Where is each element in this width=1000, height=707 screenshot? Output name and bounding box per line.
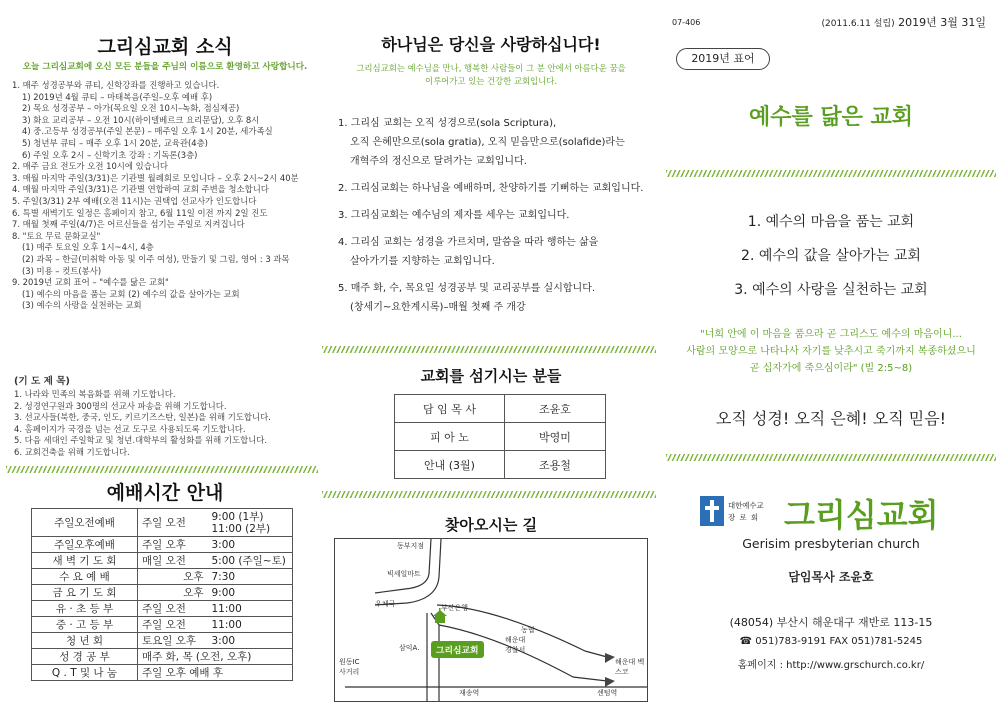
table-row <box>395 423 606 451</box>
news-item: (1) 예수의 마음을 품는 교회 (2) 예수의 값을 살아가는 교회 <box>22 288 240 299</box>
map-roads <box>335 539 647 701</box>
divider <box>322 346 656 353</box>
staff-role: 안내 (3월) <box>395 451 505 479</box>
table-row <box>32 537 293 553</box>
denomination-line: 장 로 회 <box>728 513 760 522</box>
motto-items <box>662 205 1000 307</box>
love-title: 하나님은 당신을 사랑하십니다! <box>381 35 601 54</box>
news-item: 8. "토요 무료 문화교실" <box>12 230 101 241</box>
prayer-item: 2. 성경연구원과 300명의 선교사 파송을 위해 기도합니다. <box>14 400 227 411</box>
map-label: 농협 <box>521 626 535 634</box>
staff-table <box>394 394 606 479</box>
worship-time-text: 11:00 <box>211 602 242 615</box>
worship-time <box>208 569 293 585</box>
prayer-item: 4. 홈페이지가 국경을 넘는 선교 도구로 사용되도록 기도합니다. <box>14 423 246 434</box>
love-point <box>338 279 656 317</box>
prayer-item: 6. 교회건축을 위해 기도합니다. <box>14 446 130 457</box>
worship-time-text: 9:00 <box>211 586 236 599</box>
worship-time <box>208 509 293 537</box>
worship-time <box>208 553 293 569</box>
news-item: 3) 화요 교리공부 – 오전 10시(하이델베르크 요리문답), 오후 8시 <box>22 114 260 125</box>
slogan: 오직 성경! 오직 은혜! 오직 믿음! <box>715 409 947 428</box>
love-point-line: 오직 은혜만으로(sola gratia), 오직 믿음만으로(solafide)라는 <box>350 137 625 148</box>
worship-title: 예배시간 안내 <box>106 482 224 504</box>
worship-when: 주일 오전 <box>138 509 208 537</box>
divider <box>666 170 996 177</box>
love-column <box>322 0 660 707</box>
staff-title: 교회를 섬기시는 분들 <box>420 367 562 385</box>
worship-name: 주일오전예배 <box>32 509 138 537</box>
doc-code: 07-406 <box>672 18 701 27</box>
motto-item: 1. 예수의 마음을 품는 교회 <box>747 214 915 230</box>
love-point <box>338 206 656 225</box>
news-item: 1) 2019년 4월 큐티 – 마태복음(주일–오후 예배 후) <box>22 91 213 102</box>
worship-name: 중 · 고 등 부 <box>32 617 138 633</box>
pastor: 담임목사 조윤호 <box>788 570 874 584</box>
map-label: 빅세일마트 <box>387 570 421 578</box>
news-item: 6. 특별 새벽기도 일정은 홈페이지 참고, 6월 11일 이전 까지 2일 진도 <box>12 207 268 218</box>
divider <box>6 466 318 473</box>
worship-time <box>208 585 293 601</box>
staff-role: 담 임 목 사 <box>395 395 505 423</box>
news-item: (3) 미용 – 컷트(봉사) <box>22 265 102 276</box>
verse-line: 곧 십자가에 죽으심이라" (빌 2:5~8) <box>749 363 913 374</box>
founded: (2011.6.11 설립) <box>821 19 895 29</box>
prayer-title: (기 도 제 목) <box>14 376 70 387</box>
divider <box>322 491 656 498</box>
address: (48054) 부산시 해운대구 재반로 113-15 <box>729 616 933 629</box>
map-label: 부산은행 <box>441 604 469 612</box>
love-point <box>338 179 656 198</box>
news-item: 2) 목요 성경공부 – 아가(목요일 오전 10시–녹화, 점심제공) <box>22 103 240 114</box>
love-point-line: 5. 매주 화, 수, 목요일 성경공부 및 교리공부를 실시합니다. <box>338 283 596 294</box>
news-item: 4) 중.고등부 성경공부(주일 본문) – 매주일 오후 1시 20분, 세가족실 <box>22 126 273 137</box>
news-item: 1. 매주 성경공부와 큐티, 신학강좌를 진행하고 있습니다. <box>12 80 220 90</box>
worship-when: 매주 화, 목 (오전, 오후) <box>138 649 293 665</box>
motto-item: 3. 예수의 사랑을 실천하는 교회 <box>734 282 928 298</box>
love-point-line: 1. 그리심 교회는 오직 성경으로(sola Scriptura), <box>338 118 557 129</box>
denomination-line: 대한예수교 <box>728 501 764 510</box>
welcome-text: 오늘 그리심교회에 오신 모든 분들을 주님의 이름으로 환영하고 사랑합니다. <box>22 62 308 72</box>
worship-name: 수 요 예 배 <box>32 569 138 585</box>
table-row <box>32 649 293 665</box>
news-item: (3) 예수의 사랑을 실천하는 교회 <box>22 300 142 311</box>
worship-time-text: 5:00 (주일~토) <box>211 554 286 567</box>
news-item: 9. 2019년 교회 표어 – "예수를 닮은 교회" <box>12 277 169 288</box>
verse-line: "너희 안에 이 마음을 품으라 곧 그리스도 예수의 마음이니... <box>700 329 962 340</box>
news-item: 6) 주일 오후 2시 – 신학기초 강좌 : 기독론(3층) <box>22 149 198 160</box>
worship-time-text: 11:00 <box>211 618 242 631</box>
worship-when: 주일 오후 <box>138 537 208 553</box>
worship-when: 토요일 오후 <box>138 633 208 649</box>
love-intro-line: 이루어가고 있는 건강한 교회입니다. <box>424 76 557 86</box>
cross-logo-icon <box>700 496 724 526</box>
motto-item: 2. 예수의 값을 살아가는 교회 <box>741 248 921 264</box>
worship-when: 오후 <box>138 569 208 585</box>
map-label: 동부지점 <box>397 542 425 550</box>
bulletin-date: 2019년 3월 31일 <box>898 16 986 29</box>
love-point-line: 4. 그리심 교회는 성경을 가르치며, 말씀을 따라 행하는 삶을 <box>338 237 599 248</box>
news-list <box>12 80 322 312</box>
map-title: 찾아오시는 길 <box>444 516 538 534</box>
worship-time <box>208 617 293 633</box>
staff-name: 조윤호 <box>505 395 606 423</box>
worship-name: 새 벽 기 도 회 <box>32 553 138 569</box>
worship-when: 오후 <box>138 585 208 601</box>
table-row <box>32 553 293 569</box>
map-label: 해운대 벡스코 <box>615 658 645 676</box>
worship-time-text: 3:00 <box>211 634 236 647</box>
table-row <box>32 665 293 681</box>
staff-name: 조용철 <box>505 451 606 479</box>
worship-time-text: 11:00 (2부) <box>211 522 271 535</box>
phone: ☎ 051)783-9191 FAX 051)781-5245 <box>739 636 923 647</box>
map-label: 삼익A. <box>399 644 420 652</box>
worship-name: 유 · 초 등 부 <box>32 601 138 617</box>
divider <box>666 454 996 461</box>
love-point-line: (창세기~요한계시록)–매월 첫째 주 개강 <box>350 302 526 313</box>
map-label: 재송역 <box>459 689 480 697</box>
worship-when: 주일 오전 <box>138 617 208 633</box>
motto-label: 2019년 표어 <box>676 48 770 70</box>
table-row <box>32 509 293 537</box>
love-point-line: 개혁주의 정신으로 달려가는 교회입니다. <box>350 156 527 167</box>
worship-name: 금 요 기 도 회 <box>32 585 138 601</box>
verse-line: 사람의 모양으로 나타나사 자기를 낮추시고 죽기까지 복종하셨으니 <box>686 346 976 357</box>
church-marker: 그리심교회 <box>431 641 484 658</box>
worship-when: 매일 오전 <box>138 553 208 569</box>
news-title: 그리심교회 소식 <box>97 36 233 58</box>
worship-time <box>208 633 293 649</box>
worship-when: 주일 오전 <box>138 601 208 617</box>
denomination <box>728 500 764 524</box>
love-point-line: 2. 그리심교회는 하나님을 예배하며, 찬양하기를 기뻐하는 교회입니다. <box>338 183 644 194</box>
prayer-list <box>14 389 320 459</box>
prayer-item: 3. 선교사들(북한, 중국, 인도, 키르기즈스탄, 일본)을 위해 기도합니다. <box>14 412 271 423</box>
worship-name: 주일오후예배 <box>32 537 138 553</box>
map-label: 센텀역 <box>597 689 618 697</box>
worship-time-text: 7:30 <box>211 570 236 583</box>
news-item: 5. 주일(3/31) 2부 예배(오전 11시)는 권택업 선교사가 인도합니다 <box>12 195 257 206</box>
news-item: (1) 매주 토요일 오후 1시~4시, 4층 <box>22 242 154 253</box>
news-item: 3. 매월 마지막 주일(3/31)은 기관별 월례회로 모입니다 – 오후 2시~2시 40분 <box>12 172 299 183</box>
worship-name: 청 년 회 <box>32 633 138 649</box>
map-label: 우체국 <box>375 600 396 608</box>
map-label: 원동IC 사거리 <box>339 658 360 676</box>
staff-role: 피 아 노 <box>395 423 505 451</box>
church-name: 그리심교회 <box>784 496 939 534</box>
staff-name: 박영미 <box>505 423 606 451</box>
worship-time <box>208 601 293 617</box>
love-points <box>338 114 656 325</box>
table-row <box>32 633 293 649</box>
table-row <box>395 395 606 423</box>
table-row <box>32 585 293 601</box>
love-intro <box>322 62 660 88</box>
bible-verse <box>662 326 1000 377</box>
news-item: 5) 청년부 큐티 – 매주 오후 1시 20분, 교육관(4층) <box>22 137 208 148</box>
love-point-line: 살아가기를 지향하는 교회입니다. <box>350 256 495 267</box>
news-item: 2. 매주 금요 전도가 오전 10시에 있습니다 <box>12 161 168 172</box>
love-point-line: 3. 그리심교회는 예수님의 제자를 세우는 교회입니다. <box>338 210 570 221</box>
love-intro-line: 그리심교회는 예수님을 만나, 행복한 사람들이 그 분 안에서 아름다운 꿈을 <box>356 63 626 73</box>
prayer-item: 5. 다음 세대인 주일학교 및 청년.대학부의 활성화를 위해 기도합니다. <box>14 435 268 446</box>
news-item: (2) 과목 – 한글(미취학 아동 및 이주 여성), 만들기 및 그림, 영어 : 3 과목 <box>22 253 290 264</box>
homepage-link[interactable]: 홈페이지 : http://www.grschurch.co.kr/ <box>737 660 925 671</box>
prayer-item: 1. 나라와 민족의 복음화를 위해 기도합니다. <box>14 389 176 399</box>
worship-when: 주일 오후 예배 후 <box>138 665 293 681</box>
location-map <box>334 538 648 702</box>
news-item: 4. 매월 마지막 주일(3/31)은 기관별 연합하여 교회 주변을 청소합니다 <box>12 184 269 195</box>
church-name-en: Gerisim presbyterian church <box>742 536 920 551</box>
worship-time <box>208 537 293 553</box>
map-label: 해운대 경찰서 <box>505 636 526 654</box>
table-row <box>32 569 293 585</box>
worship-time-text: 3:00 <box>211 538 236 551</box>
worship-table <box>31 508 293 681</box>
table-row <box>395 451 606 479</box>
news-item: 7. 매월 첫째 주일(4/7)은 어르신들을 섬기는 주일로 지켜집니다 <box>12 219 245 230</box>
table-row <box>32 617 293 633</box>
motto-title: 예수를 닮은 교회 <box>748 105 914 130</box>
table-row <box>32 601 293 617</box>
worship-name: Q . T 및 나 눔 <box>32 665 138 681</box>
motto-column <box>662 0 1000 707</box>
love-point <box>338 233 656 271</box>
date-line <box>822 14 986 30</box>
worship-name: 성 경 공 부 <box>32 649 138 665</box>
love-point <box>338 114 656 171</box>
news-column <box>0 0 320 707</box>
worship-time-text: 9:00 (1부) <box>211 510 264 523</box>
